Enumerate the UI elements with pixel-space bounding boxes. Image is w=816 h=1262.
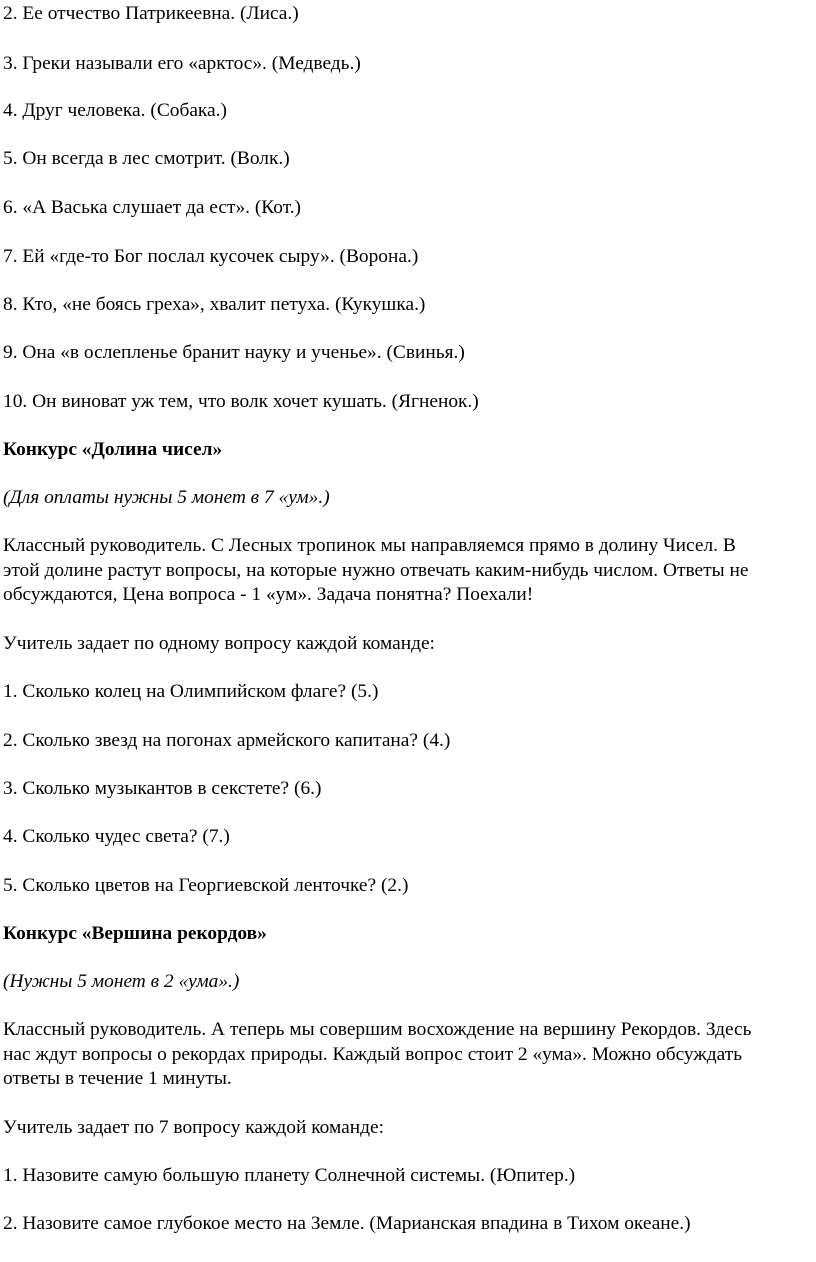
teacher-paragraph-2c: ответы в течение 1 минуты.	[3, 1068, 232, 1089]
record-question-2: 2. Назовите самое глубокое место на Земле. (Марианская впадина в Тихом океане.)	[3, 1213, 691, 1234]
riddle-line-5: 5. Он всегда в лес смотрит. (Волк.)	[3, 148, 290, 169]
riddle-line-8: 8. Кто, «не боясь греха», хвалит петуха. (Кукушка.)	[3, 294, 426, 315]
instruction-line-2: Учитель задает по 7 вопросу каждой команде:	[3, 1117, 384, 1138]
record-question-1: 1. Назовите самую большую планету Солнечной системы. (Юпитер.)	[3, 1165, 576, 1186]
riddle-line-2: 2. Ее отчество Патрикеевна. (Лиса.)	[3, 3, 299, 24]
riddle-line-9: 9. Она «в ослепленье бранит науку и ученье». (Свинья.)	[3, 342, 465, 363]
section-heading-numbers: Конкурс «Долина чисел»	[3, 439, 223, 460]
riddle-line-6: 6. «А Васька слушает да ест». (Кот.)	[3, 197, 302, 218]
teacher-paragraph-2b: нас ждут вопросы о рекордах природы. Каждый вопрос стоит 2 «ума». Можно обсуждать	[3, 1044, 743, 1065]
instruction-line-1: Учитель задает по одному вопросу каждой команде:	[3, 633, 435, 654]
riddle-line-10: 10. Он виноват уж тем, что волк хочет кушать. (Ягненок.)	[3, 391, 479, 412]
question-3: 3. Сколько музыкантов в секстете? (6.)	[3, 778, 322, 799]
teacher-paragraph-2a: Классный руководитель. А теперь мы совершим восхождение на вершину Рекордов. Здесь	[3, 1019, 752, 1040]
section-note-numbers: (Для оплаты нужны 5 монет в 7 «ум».)	[3, 487, 330, 508]
question-4: 4. Сколько чудес света? (7.)	[3, 826, 230, 847]
riddle-line-7: 7. Ей «где-то Бог послал кусочек сыру». (Ворона.)	[3, 246, 419, 267]
section-note-records: (Нужны 5 монет в 2 «ума».)	[3, 971, 240, 992]
riddle-line-3: 3. Греки называли его «арктос». (Медведь.)	[3, 53, 361, 74]
question-1: 1. Сколько колец на Олимпийском флаге? (5.)	[3, 681, 379, 702]
question-2: 2. Сколько звезд на погонах армейского капитана? (4.)	[3, 730, 451, 751]
section-heading-records: Конкурс «Вершина рекордов»	[3, 923, 267, 944]
teacher-paragraph-1b: этой долине растут вопросы, на которые нужно отвечать каким-нибудь числом. Ответы не	[3, 560, 749, 581]
question-5: 5. Сколько цветов на Георгиевской ленточке? (2.)	[3, 875, 409, 896]
teacher-paragraph-1c: обсуждаются, Цена вопроса - 1 «ум». Задача понятна? Поехали!	[3, 584, 534, 605]
teacher-paragraph-1a: Классный руководитель. С Лесных тропинок мы направляемся прямо в долину Чисел. В	[3, 535, 736, 556]
riddle-line-4: 4. Друг человека. (Собака.)	[3, 100, 227, 121]
